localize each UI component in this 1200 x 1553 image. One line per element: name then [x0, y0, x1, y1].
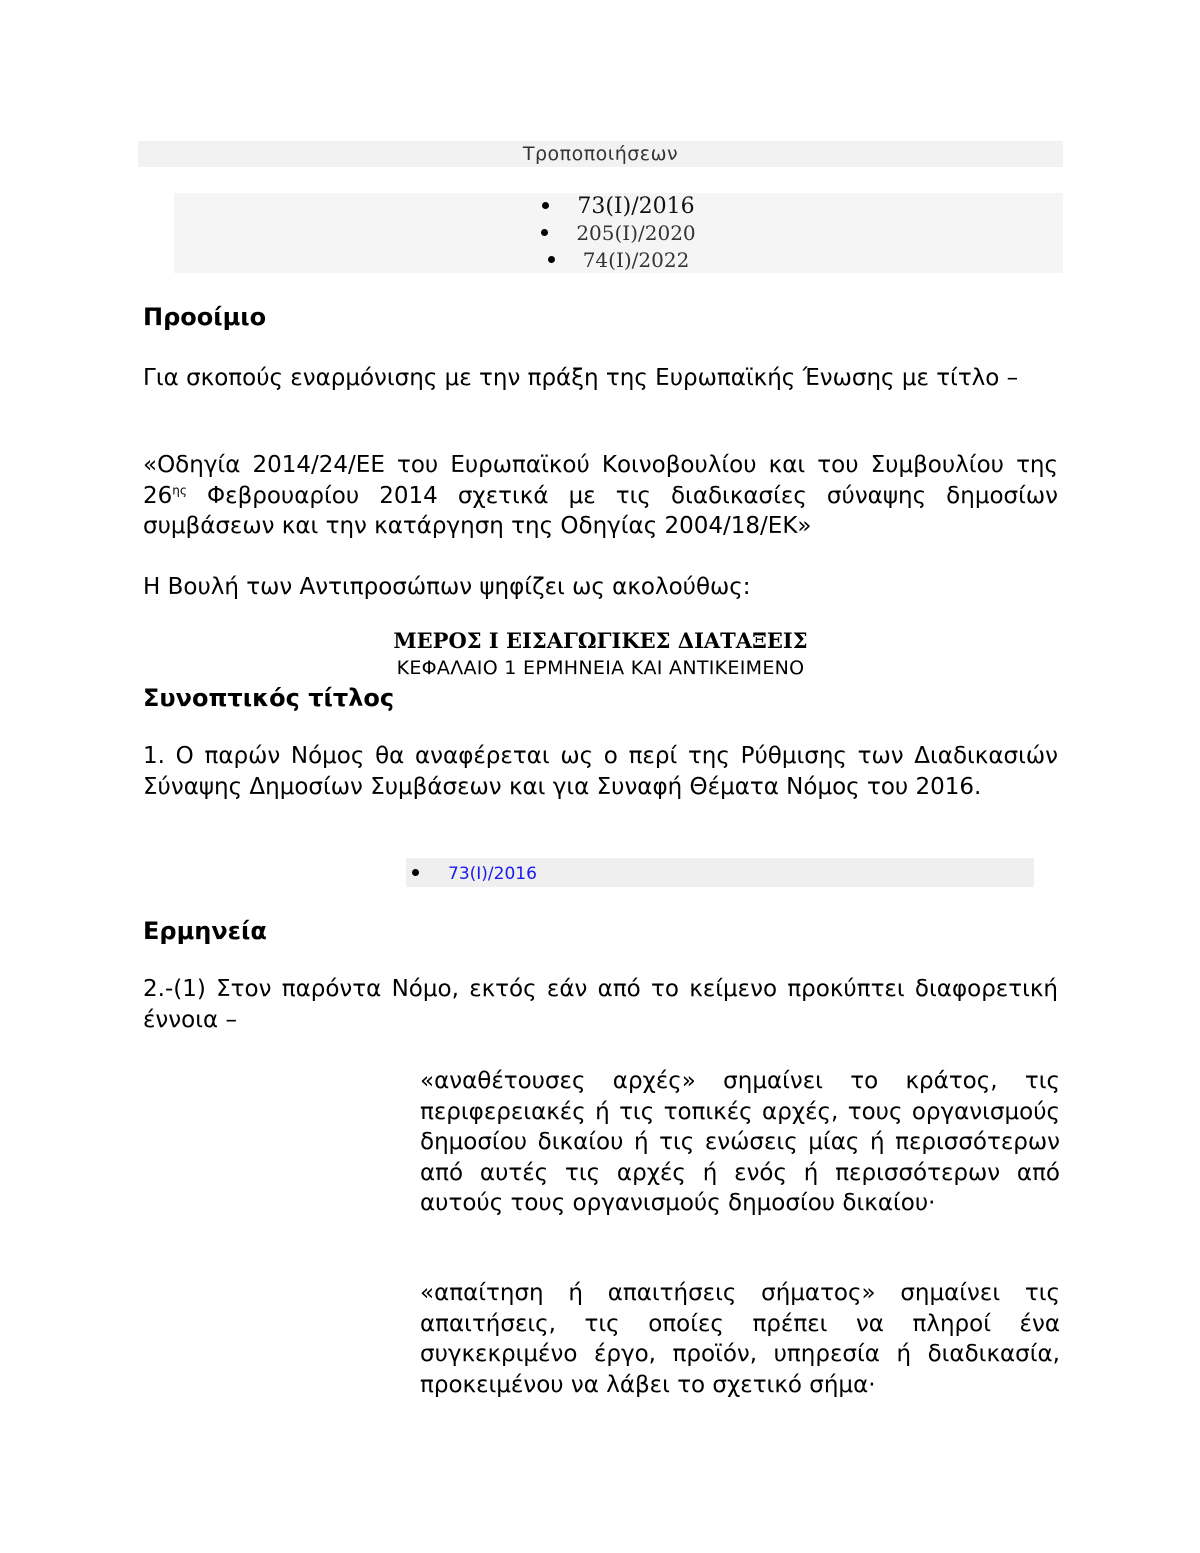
- preamble-intro: Για σκοπούς εναρμόνισης με την πράξη της Ευρωπαϊκής Ένωσης με τίτλο –: [143, 365, 1019, 391]
- definition-label-requirements: «απαίτηση ή απαιτήσεις σήματος» σημαίνει τις απαιτήσεις, τις οποίες πρέπει να πληροί ένα συγκεκριμένο έργο, προϊόν, υπηρεσία ή διαδικασία, προκειμένου να λάβει το σχετικό σήμα·: [420, 1280, 1060, 1398]
- amendment-label: 205(Ι)/2020: [576, 221, 696, 245]
- amendment-label: 73(I)/2016: [577, 194, 695, 219]
- chapter-title: ΚΕΦΑΛΑΙΟ 1 ΕΡΜΗΝΕΙΑ ΚΑΙ ΑΝΤΙΚΕΙΜΕΝΟ: [396, 657, 805, 679]
- list-item[interactable]: [174, 193, 1063, 220]
- bullet-icon: [548, 256, 555, 263]
- directive-text-b: Φεβρουαρίου 2014 σχετικά με τις διαδικασίες σύναψης δημοσίων συμβάσεων και την κατάργηση της Οδηγίας 2004/18/ΕΚ»: [143, 482, 1058, 539]
- amendment-link[interactable]: 73(I)/2016: [448, 864, 537, 884]
- list-item[interactable]: [174, 220, 1063, 247]
- bullet-icon: [542, 202, 549, 209]
- list-item[interactable]: [174, 247, 1063, 274]
- directive-text-a: «Οδηγία 2014/24/ΕΕ του Ευρωπαϊκού Κοινοβουλίου και του Συμβουλίου της 26: [143, 452, 1058, 509]
- definition-contracting-authorities: «αναθέτουσες αρχές» σημαίνει το κράτος, τις περιφερειακές ή τις τοπικές αρχές, τους οργανισμούς δημοσίου δικαίου ή τις ενώσεις μίας ή περισσότερων από αυτές τις αρχές ή ενός ή περισσότερων από αυτούς τους οργανισμούς δημοσίου δικαίου·: [420, 1068, 1060, 1216]
- amendments-heading: Τροποποιήσεων: [138, 141, 1063, 167]
- bullet-icon: [412, 869, 419, 876]
- interpretation-heading: Ερμηνεία: [143, 917, 267, 945]
- amendment-label: 74(Ι)/2022: [582, 248, 690, 272]
- section-1-text: 1. Ο παρών Νόμος θα αναφέρεται ως ο περί της Ρύθμισης των Διαδικασιών Σύναψης Δημοσίων Συμβάσεων και για Συναφή Θέματα Νόμος του 2016.: [143, 743, 1058, 800]
- amendments-list: [174, 193, 1063, 273]
- section-2-text: 2.-(1) Στον παρόντα Νόμο, εκτός εάν από το κείμενο προκύπτει διαφορετική έννοια –: [143, 976, 1058, 1033]
- enacting-formula: Η Βουλή των Αντιπροσώπων ψηφίζει ως ακολούθως:: [143, 574, 751, 600]
- short-title-heading: Συνοπτικός τίτλος: [143, 684, 395, 712]
- preamble-heading: Προοίμιο: [143, 303, 267, 331]
- bullet-icon: [541, 229, 548, 236]
- preamble-directive: [143, 450, 1058, 542]
- part-title: ΜΕΡΟΣ Ι ΕΙΣΑΓΩΓΙΚΕΣ ΔΙΑΤΑΞΕΙΣ: [393, 628, 808, 653]
- directive-superscript: ης: [172, 482, 187, 497]
- reference-box: [406, 858, 1034, 887]
